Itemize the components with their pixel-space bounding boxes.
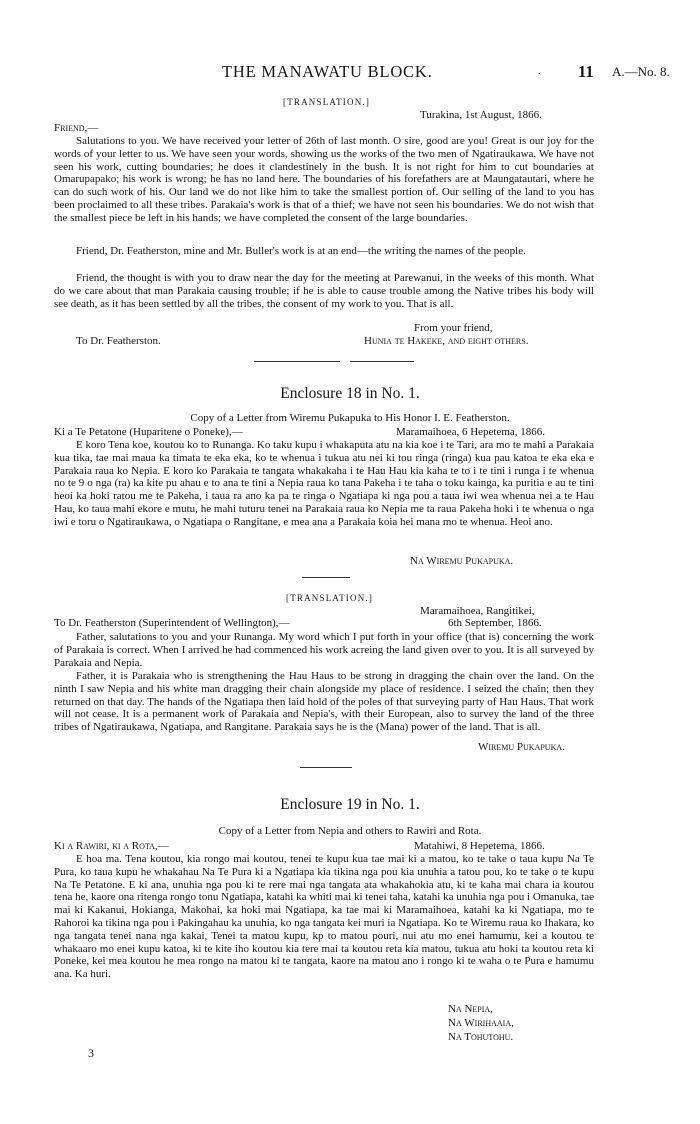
section-divider [254,361,340,362]
letter-address: To Dr. Featherston (Superintendent of Wellington),— [54,617,290,629]
letter-place-date: Maramaihoea, 6 Hepetema, 1866. [396,426,546,438]
letter-paragraph: Friend, the thought is with you to draw near the day for the meeting at Parewanui, in the weeks of this month. What do we care about that man Parakaia causing trouble; if he is able to cause trouble among the Native tribes his body will see death, as it has been settled by all the tribes, the consent of my work to you. That is all. [54,272,594,310]
letter-paragraph: Father, it is Parakaia who is strengthening the Hau Haus to be strong in dragging the chain over the land. On the ninth I saw Nepia and his white man dragging their chain alongside my place of residence. I seized the chain; then they returned on that day. The hands of the Ngatiapa then laid hold of the poles of that surveying party of Hau Haus. That work will not cease. It is a permanent work of Parakaia and Nepia's, with their European, also to survey the land of the three tribes of Ngatiraukawa, Ngatiapa, and Rangitane. Parakaia says he is the (Mana) power of the land. That is all. [54,670,594,734]
running-header [0,62,700,82]
letter-date: 6th September, 1866. [448,617,542,629]
letter-address: Ki a Te Petatone (Huparitene o Poneke),— [54,426,243,438]
letter-body: E koro Tena koe, koutou ko to Runanga. Ko taku kupu i whakaputa atu na kia koe i te Tari, ara mo te mahi a Parakaia kua tika, tae mai maua ka timata te eka eka, ko te whenua i tukua atu nei ki tou ringa (ringa) kua pau katoa te eka eka e Parakaia raua ko Nepia. E koro ko Parakaia te tangata whakakaha i te Hau Hau kia kaha te to i te tini i runga i te whenua no te 9 o nga (ra) ka kite pu ahau e to ana te tini a Nepia raua ko tana Pakeha i te taha o toku kainga, ka puritia e au te tini heoi ka hoki ratou me te Pakeha, i taua ra ano ka pa te ringa o Ngatiapa ki nga pou a taua iwi wea whenua nei a te Hau Hau, ko taua mahi ekore e mutu, he mahi tuturu tenei na Parakaia raua ko Nepia me ta raua Pakeha hoki i te whenua o nga iwi e toru o Ngatiraukawa, o Ngatiapa o Rangitane, e mea ana a Parakaia koia hei mana mo te whenua. Heoi ano. [54,439,594,528]
letter-signature: Na Nepia, [448,1003,493,1015]
letter-body: E hoa ma. Tena koutou, kia rongo mai koutou, tenei te kupu kua tae mai ki a matou, ko te take o taua kupu Na Te Pura, ko taua kupu he whakahau Na Te Pura ki a Ngatiapa kia tikina nga pou kia unuhia a tatou pou, ko te take o te kupu Na Te Petatone. E ki ana, unuhia nga pou ki te rere mai nga tangata ata whakahokia atu, ki te kaha mai chara ia koutou tena he, kaore ona ritenga rongo tonu Ngatiapa, katahi ka whiti mai ki tenei taha, katahi ka unuhia nga pou i Omanuka, tae mai ki Kakanui, Hokianga, Makohai, ka hoki mai Ngatiapa, ka tae mai ki Maramaihoea, katahi ka ki Ngatiapa, mo te Rahoroi ka tikina nga pou i Pakingahau ka unuhia, ko nga tangata kei muri ia Ngatiapa. Ko te Wiremu raua ko Ihakara, ko nga tangata tenei nana nga kakai, Tenei ta matou kupu, kp to matou pouri, nui atu mo enei hamumu, kei a koutou te whakaaro mo enei kupu katoa, ki te kite iho koutou kia tere mai ta koutou reta kia matou, tukua atu hoki ta koutou reta ki Poneke, kei mea koutou he mea rongo na matou ki te tangata, kaore na matou ano i rongo ki te waha o te Pura e hamumu ana. Ka huri. [54,853,594,981]
letter-paragraph: Friend, Dr. Featherston, mine and Mr. Buller's work is at an end—the writing the names of the people. [76,245,526,257]
section-divider [350,361,414,362]
printer-signature-mark: 3 [88,1046,94,1060]
page-title: THE MANAWATU BLOCK. [222,62,433,81]
enclosure-copy-line: Copy of a Letter from Nepia and others to Rawiri and Rota. [218,825,482,837]
letter-place: Maramaihoea, Rangitikei, [420,605,535,617]
letter-addressee: To Dr. Featherston. [76,335,161,347]
translation-label: [TRANSLATION.] [286,593,374,603]
letter-signature: Na Tohutohu. [448,1031,514,1043]
letter-paragraph: Father, salutations to you and your Runanga. My word which I put forth in your office (that is) concerning the work of Parakaia is correct. When I arrived he had commenced his work acreing the land given over to you. It is all surveyed by Parakaia and Nepia. [54,631,594,669]
section-divider [300,767,352,768]
letter-signature: Na Wiremu Pukapuka. [410,555,514,567]
letter-salutation: Friend,— [54,122,99,134]
letter-place-date: Turakina, 1st August, 1866. [420,109,542,121]
letter-address: Ki a Rawiri, ki a Rota,— [54,840,169,852]
enclosure-heading: Enclosure 19 in No. 1. [280,796,420,813]
letter-place-date: Matahiwi, 8 Hepetema, 1866. [414,840,545,852]
letter-signature: Hunia te Hakeke, and eight others. [364,335,529,347]
paper-reference: A.—No. 8. [612,64,670,79]
enclosure-heading: Enclosure 18 in No. 1. [280,385,420,402]
letter-closing: From your friend, [414,322,493,334]
enclosure-copy-line: Copy of a Letter from Wiremu Pukapuka to His Honor I. E. Featherston. [190,412,510,424]
letter-signature: Wiremu Pukapuka. [478,741,565,753]
stray-dot: . [538,66,541,77]
letter-signature: Na Wirihaaia, [448,1017,514,1029]
translation-label: [TRANSLATION.] [283,97,371,107]
section-divider [302,577,350,578]
page-number: 11 [578,62,594,81]
letter-paragraph: Salutations to you. We have received your letter of 26th of last month. O sire, good are you! Great is our joy for the words of your letter to us. We have seen your words, showing us the works of the two men of Ngatiraukawa. We have not seen his work, cutting boundaries; he does it clandestinely in the bush. It is not right for him to cut boundaries at Omarupapako; his work is wrong; he has no land here. The boundaries of his forefathers are at Maungatautari, where he can do such work of his. Our land we do not like him to take the smallest portion of. Our selling of the land to you has been proclaimed to all these tribes. Parakaia's work is that of a thief; we have not seen his boundaries. We do not wish that the smallest piece be left in his hands; we have completed the consent of the large boundaries. [54,135,594,224]
